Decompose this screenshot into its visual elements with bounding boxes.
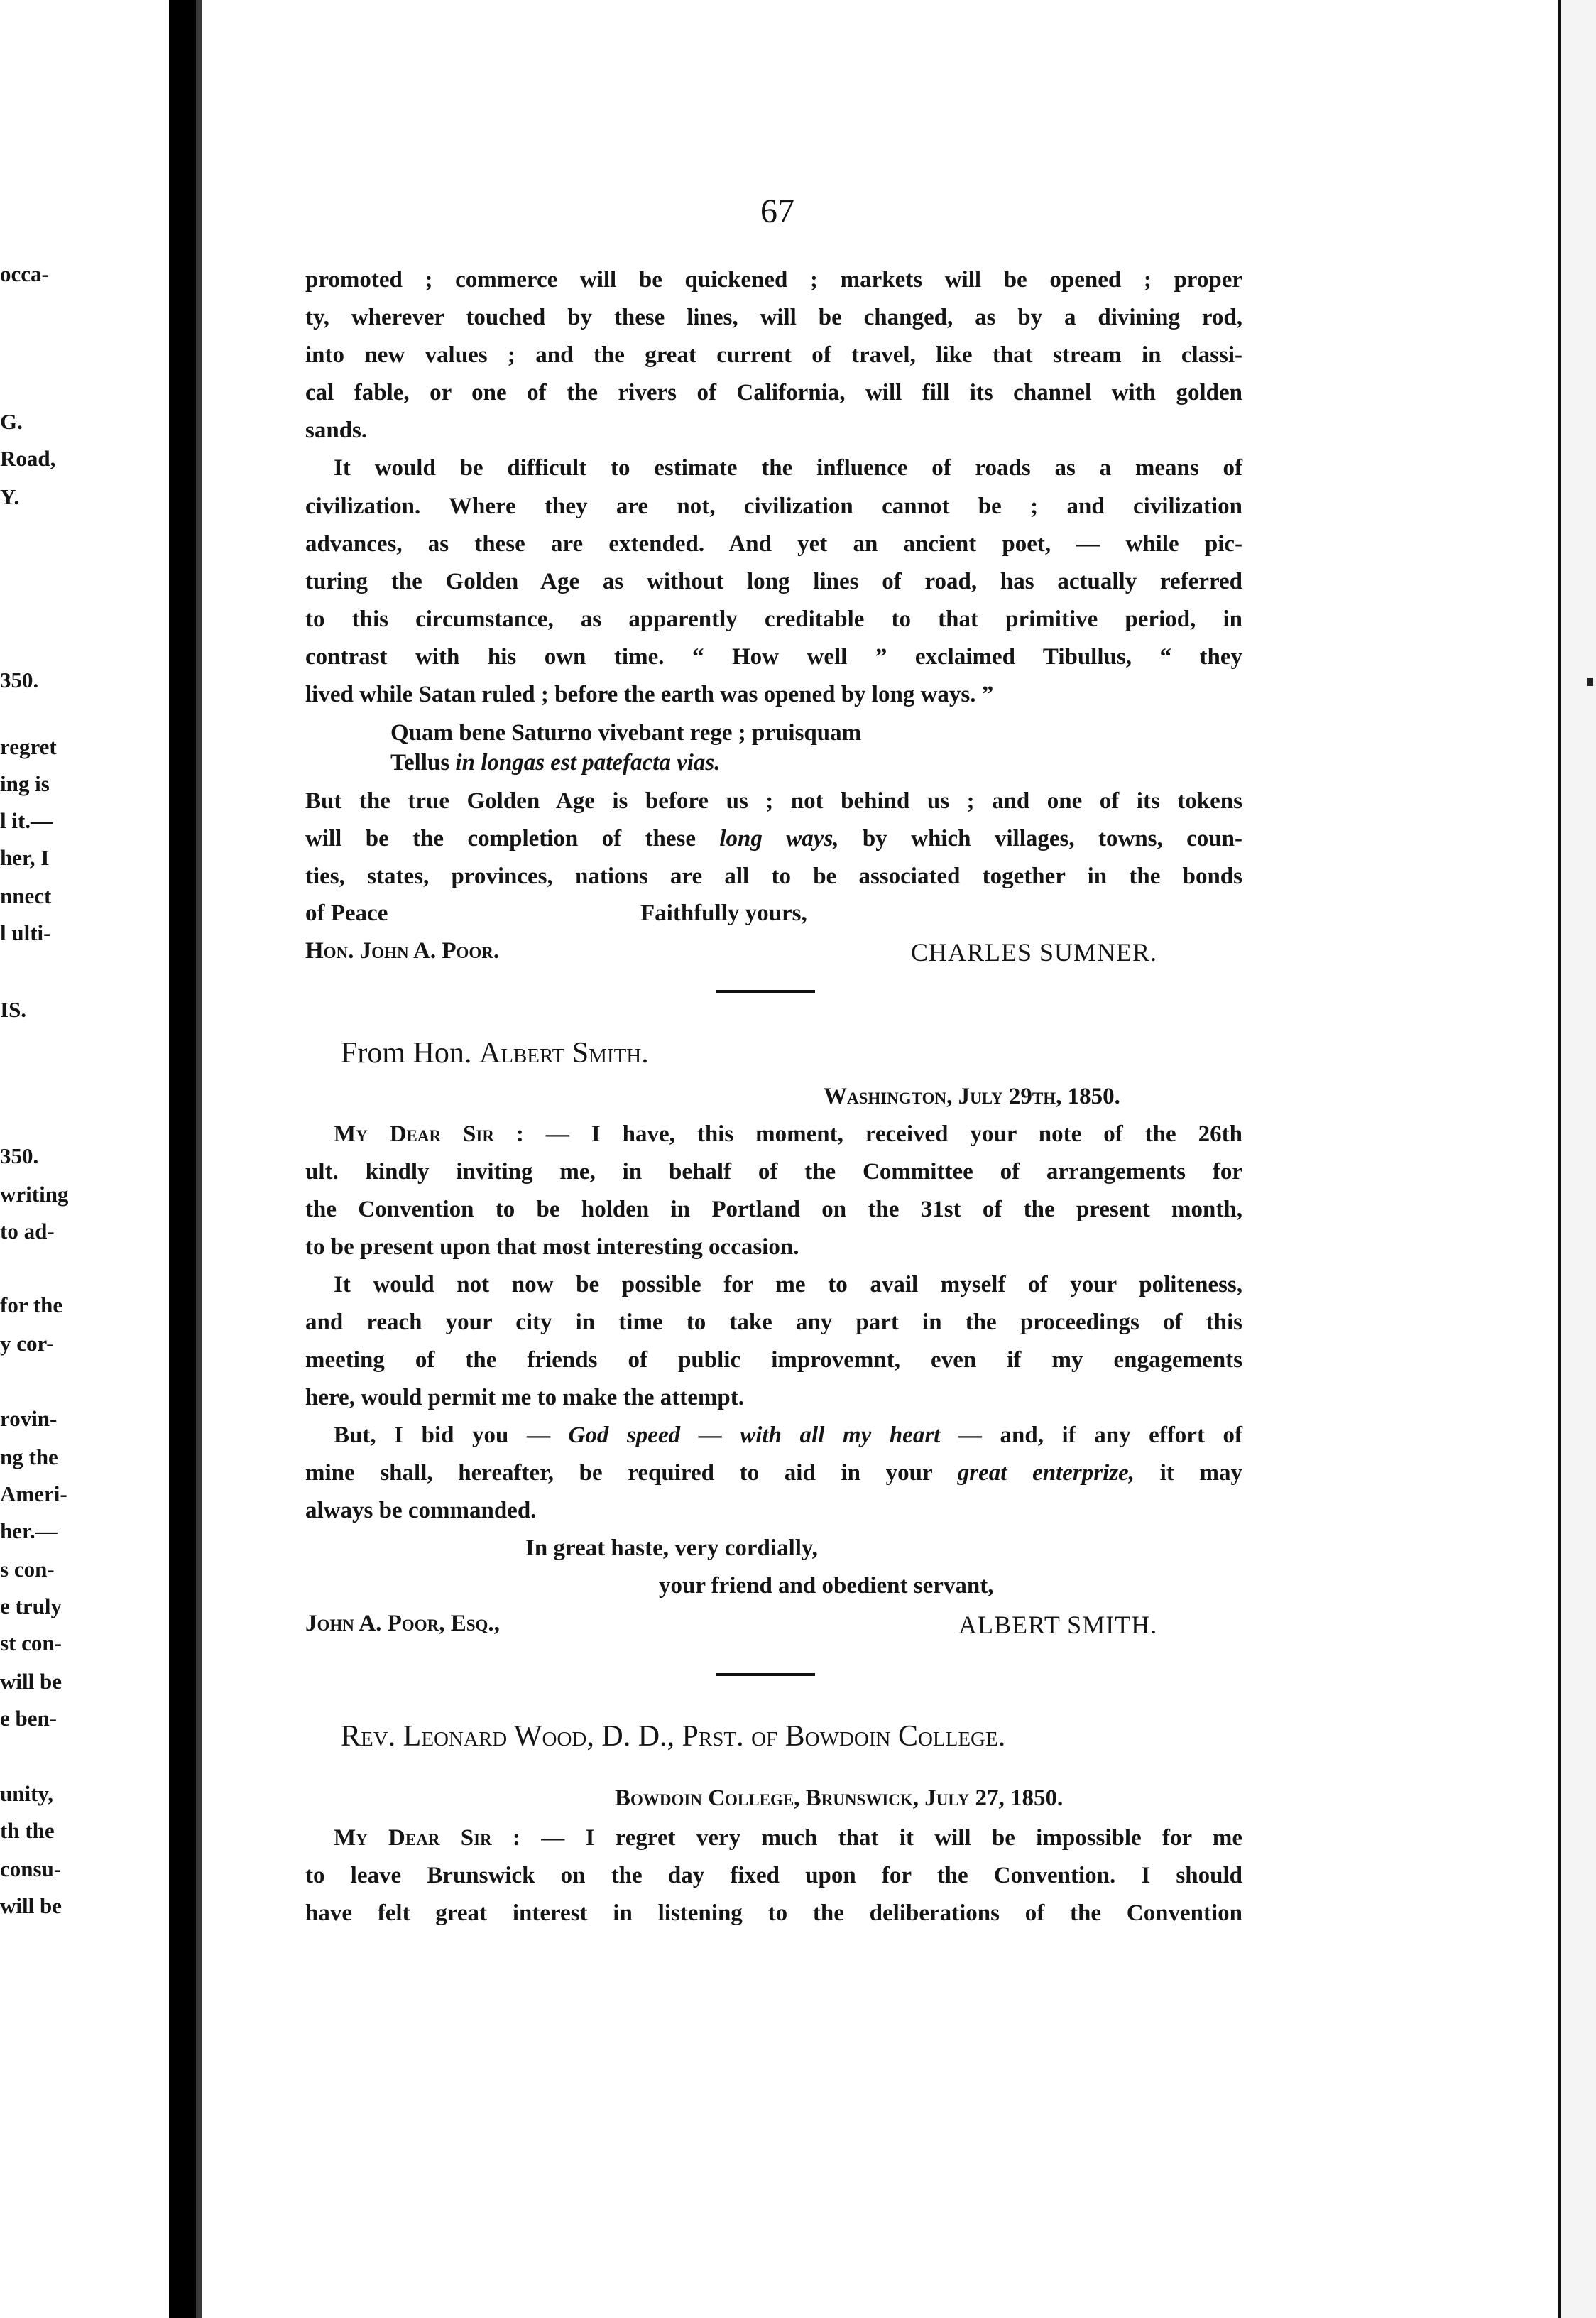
text-line: lived while Satan ruled ; before the earth was opened by long ways. ” <box>305 682 994 707</box>
text-line: to leave Brunswick on the day fixed upon for the Convention. I should <box>305 1863 1242 1888</box>
text-line: into new values ; and the great current of travel, like that stream in classi- <box>305 342 1242 368</box>
left-fragment: 350. <box>0 1143 39 1168</box>
text-line: the Convention to be holden in Portland on the 31st of the present month, <box>305 1197 1242 1222</box>
text-line: sands. <box>305 418 368 443</box>
section-divider <box>716 1673 815 1676</box>
main-page <box>305 0 1250 2318</box>
text-line: civilization. Where they are not, civilization cannot be ; and civilization <box>305 494 1242 519</box>
left-fragment: will be <box>0 1669 62 1694</box>
text-line: turing the Golden Age as without long lines of road, has actually referred <box>305 569 1242 594</box>
left-fragment: consu- <box>0 1856 62 1881</box>
left-fragment: e truly <box>0 1594 62 1618</box>
left-fragment: G. <box>0 409 23 434</box>
left-fragment: y cor- <box>0 1331 54 1356</box>
left-page-fragments <box>0 0 165 2318</box>
text-line: But the true Golden Age is before us ; not behind us ; and one of its tokens <box>305 788 1242 814</box>
closing: your friend and obedient servant, <box>659 1573 994 1599</box>
left-fragment: regret <box>0 734 57 759</box>
text-line: to this circumstance, as apparently creditable to that primitive period, in <box>305 606 1242 632</box>
left-fragment: nnect <box>0 883 52 908</box>
text-line: have felt great interest in listening to the deliberations of the Convention <box>305 1900 1242 1926</box>
text-line: promoted ; commerce will be quickened ; markets will be opened ; proper <box>305 267 1242 293</box>
left-fragment: e ben- <box>0 1706 58 1731</box>
text-line: ty, wherever touched by these lines, will be changed, as by a divining rod, <box>305 305 1242 330</box>
left-fragment: 350. <box>0 668 39 692</box>
left-fragment: will be <box>0 1893 62 1918</box>
left-fragment: Road, <box>0 446 56 471</box>
page-edge-shadow <box>196 0 202 2318</box>
left-fragment: her.— <box>0 1518 58 1543</box>
addressee: Hon. John A. Poor. <box>305 938 500 964</box>
addressee: John A. Poor, Esq., <box>305 1611 500 1636</box>
letter-heading: From Hon. Albert Smith. <box>341 1037 649 1070</box>
text-line: mine shall, hereafter, be required to aid in your great enterprize, it may <box>305 1460 1242 1486</box>
text-line: cal fable, or one of the rivers of California, will fill its channel with golden <box>305 380 1242 406</box>
left-fragment: occa- <box>0 261 49 286</box>
letter-heading: Rev. Leonard Wood, D. D., Prst. of Bowdoin College. <box>341 1720 1006 1753</box>
left-fragment: l ulti- <box>0 920 51 945</box>
left-fragment: to ad- <box>0 1219 55 1244</box>
text-line: always be commanded. <box>305 1498 537 1523</box>
text-line: of Peace <box>305 900 388 926</box>
left-fragment: th the <box>0 1818 55 1843</box>
text-line: here, would permit me to make the attempt. <box>305 1385 745 1410</box>
left-fragment: Ameri- <box>0 1481 67 1506</box>
text-line: to be present upon that most interesting occasion. <box>305 1234 799 1260</box>
text-line: and reach your city in time to take any part in the proceedings of this <box>305 1310 1242 1335</box>
left-fragment: for the <box>0 1293 63 1317</box>
signature: ALBERT SMITH. <box>958 1611 1158 1639</box>
book-gutter <box>169 0 196 2318</box>
text-line: advances, as these are extended. And yet an ancient poet, — while pic- <box>305 531 1242 557</box>
text-line: But, I bid you — God speed — with all my heart — and, if any effort of <box>334 1422 1243 1448</box>
text-line: ties, states, provinces, nations are all to be associated together in the bonds <box>305 864 1242 889</box>
left-fragment: Y. <box>0 484 20 509</box>
text-line: It would not now be possible for me to avail myself of your politeness, <box>334 1272 1242 1297</box>
latin-quote: Quam bene Saturno vivebant rege ; pruisquam <box>390 720 862 746</box>
text-line: meeting of the friends of public improvemnt, even if my engagements <box>305 1347 1242 1373</box>
closing: Faithfully yours, <box>640 900 807 926</box>
page-number: 67 <box>760 192 794 230</box>
right-page-edge <box>1558 0 1561 2318</box>
signature: CHARLES SUMNER. <box>911 938 1158 967</box>
left-fragment: ing is <box>0 771 50 796</box>
left-fragment: rovin- <box>0 1406 58 1431</box>
dateline: Bowdoin College, Brunswick, July 27, 1850. <box>615 1785 1064 1811</box>
scan-speck <box>1587 678 1593 686</box>
text-line: ult. kindly inviting me, in behalf of the Committee of arrangements for <box>305 1159 1242 1185</box>
text-line: My Dear Sir : — I have, this moment, received your note of the 26th <box>334 1121 1242 1147</box>
text-line: It would be difficult to estimate the influence of roads as a means of <box>334 455 1242 481</box>
text-line: My Dear Sir : — I regret very much that it will be impossible for me <box>334 1825 1242 1851</box>
left-fragment: her, I <box>0 845 50 870</box>
dateline: Washington, July 29th, 1850. <box>824 1084 1120 1109</box>
text-line: contrast with his own time. “ How well ” exclaimed Tibullus, “ they <box>305 644 1242 670</box>
latin-quote: Tellus in longas est patefacta vias. <box>390 750 721 776</box>
left-fragment: IS. <box>0 997 27 1022</box>
left-fragment: ng the <box>0 1444 58 1469</box>
section-divider <box>716 990 815 993</box>
left-fragment: l it.— <box>0 808 53 833</box>
left-fragment: s con- <box>0 1557 55 1582</box>
text-line: will be the completion of these long ways, by which villages, towns, coun- <box>305 826 1243 851</box>
left-fragment: writing <box>0 1182 69 1207</box>
closing: In great haste, very cordially, <box>525 1535 818 1561</box>
left-fragment: unity, <box>0 1781 53 1806</box>
left-fragment: st con- <box>0 1631 62 1655</box>
